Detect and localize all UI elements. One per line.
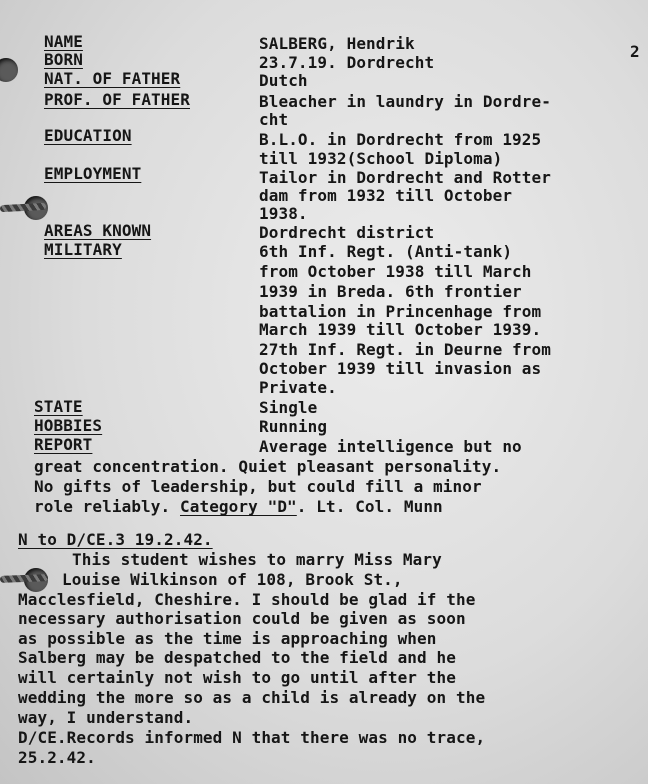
field-value-report-line-1: Average intelligence but no bbox=[259, 437, 522, 456]
note-line-7: will certainly not wish to go until after the bbox=[18, 668, 456, 687]
report-line-4-text: role reliably. bbox=[34, 497, 171, 516]
field-value-military-line-5: March 1939 till October 1939. bbox=[259, 320, 542, 339]
punch-hole-top bbox=[0, 58, 18, 82]
field-label-education: EDUCATION bbox=[44, 126, 132, 145]
field-value-education-line-2: till 1932(School Diploma) bbox=[259, 149, 503, 168]
field-value-military-line-8: Private. bbox=[259, 378, 337, 397]
field-value-profession-of-father-line-1: Bleacher in laundry in Dordre- bbox=[259, 92, 551, 111]
field-label-state: STATE bbox=[34, 397, 83, 416]
note-line-11: 25.2.42. bbox=[18, 748, 96, 767]
field-value-state: Single bbox=[259, 398, 318, 417]
note-line-1: This student wishes to marry Miss Mary bbox=[72, 550, 442, 569]
field-value-employment-line-1: Tailor in Dordrecht and Rotter bbox=[259, 168, 551, 187]
report-line-2: great concentration. Quiet pleasant personality. bbox=[34, 457, 502, 476]
field-value-military-line-7: October 1939 till invasion as bbox=[259, 359, 542, 378]
field-label-profession-of-father: PROF. OF FATHER bbox=[44, 90, 190, 109]
page-number: 2 bbox=[630, 42, 640, 61]
field-value-hobbies: Running bbox=[259, 417, 328, 436]
field-value-military-line-3: 1939 in Breda. 6th frontier bbox=[259, 282, 522, 301]
field-value-military-line-1: 6th Inf. Regt. (Anti-tank) bbox=[259, 242, 513, 261]
report-line-4 bbox=[34, 497, 443, 516]
report-signature: . Lt. Col. Munn bbox=[296, 497, 443, 516]
field-value-military-line-2: from October 1938 till March bbox=[259, 262, 532, 281]
field-value-employment-line-2: dam from 1932 till October bbox=[259, 186, 513, 205]
field-label-name: NAME bbox=[44, 32, 83, 51]
field-value-military-line-6: 27th Inf. Regt. in Deurne from bbox=[259, 340, 551, 359]
field-value-military-line-4: battalion in Princenhage from bbox=[259, 302, 542, 321]
field-label-military: MILITARY bbox=[44, 240, 122, 259]
field-value-nationality-of-father: Dutch bbox=[259, 71, 308, 90]
note-line-8: wedding the more so as a child is already on the bbox=[18, 688, 486, 707]
field-value-employment-line-3: 1938. bbox=[259, 204, 308, 223]
field-label-report: REPORT bbox=[34, 435, 93, 454]
note-line-3: Macclesfield, Cheshire. I should be glad if the bbox=[18, 590, 476, 609]
note-line-5: as possible as the time is approaching when bbox=[18, 629, 437, 648]
field-value-areas-known: Dordrecht district bbox=[259, 223, 435, 242]
note-line-4: necessary authorisation could be given as soon bbox=[18, 609, 466, 628]
field-value-name: SALBERG, Hendrik bbox=[259, 34, 415, 53]
note-line-2: Louise Wilkinson of 108, Brook St., bbox=[62, 570, 403, 589]
field-label-employment: EMPLOYMENT bbox=[44, 164, 142, 183]
note-heading: N to D/CE.3 19.2.42. bbox=[18, 530, 213, 549]
note-line-9: way, I understand. bbox=[18, 708, 194, 727]
report-category: Category "D" bbox=[180, 497, 297, 516]
report-line-3: No gifts of leadership, but could fill a minor bbox=[34, 477, 482, 496]
note-line-10: D/CE.Records informed N that there was no trace, bbox=[18, 728, 486, 747]
field-value-education-line-1: B.L.O. in Dordrecht from 1925 bbox=[259, 130, 542, 149]
field-value-born: 23.7.19. Dordrecht bbox=[259, 53, 435, 72]
field-label-hobbies: HOBBIES bbox=[34, 416, 103, 435]
field-label-born: BORN bbox=[44, 50, 83, 69]
field-value-profession-of-father-line-2: cht bbox=[259, 110, 289, 129]
note-line-6: Salberg may be despatched to the field and he bbox=[18, 648, 456, 667]
field-label-areas-known: AREAS KNOWN bbox=[44, 221, 152, 240]
field-label-nationality-of-father: NAT. OF FATHER bbox=[44, 69, 181, 88]
